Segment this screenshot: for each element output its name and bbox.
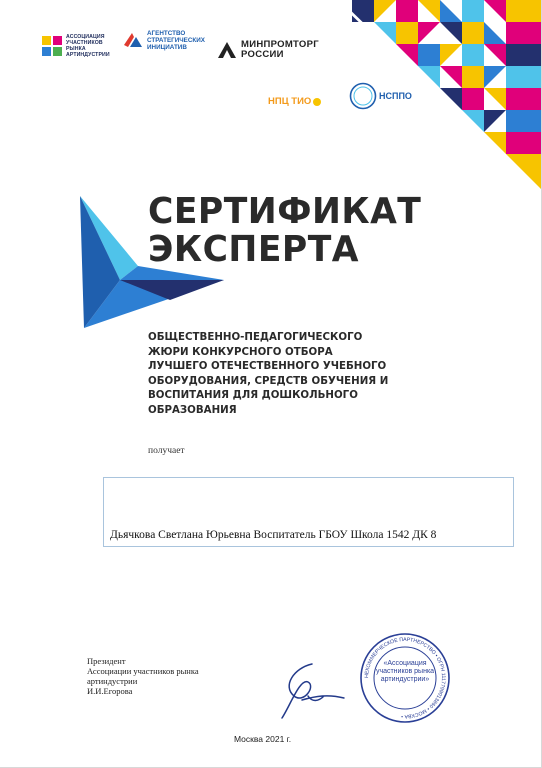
signatory-name: И.И.Егорова bbox=[87, 686, 133, 696]
minpromtorg-logo bbox=[218, 40, 319, 60]
nspo-logo-text: НСППО bbox=[379, 91, 412, 101]
association-logo-text: АССОЦИАЦИЯ УЧАСТНИКОВ РЫНКА АРТИНДУСТРИИ bbox=[66, 34, 110, 58]
signature-scribble bbox=[272, 656, 352, 726]
recipient-field[interactable] bbox=[103, 477, 514, 547]
signatory-position-line2: Ассоциации участников рынка bbox=[87, 666, 199, 676]
minpromtorg-logo-text: МИНПРОМТОРГ РОССИИ bbox=[241, 39, 319, 60]
ntc-tio-icon bbox=[312, 97, 322, 107]
signatory-block bbox=[87, 656, 199, 696]
certificate-title-line1: СЕРТИФИКАТ bbox=[148, 191, 422, 232]
signatory-position-line1: Президент bbox=[87, 656, 126, 666]
ntc-tio-logo bbox=[268, 96, 322, 107]
association-logo-mark bbox=[42, 36, 62, 56]
nspo-icon bbox=[349, 82, 377, 110]
nspo-logo bbox=[349, 82, 412, 110]
certificate-title-line2: ЭКСПЕРТА bbox=[148, 229, 360, 270]
certificate-title bbox=[148, 193, 421, 269]
recipient-name: Дьячкова Светлана Юрьевна Воспитатель ГБОУ Школа 1542 ДК 8 bbox=[110, 529, 437, 541]
receives-label: получает bbox=[148, 446, 185, 456]
stamp-ring-text: НЕКОММЕРЧЕСКОЕ ПАРТНЕРСТВО • ОГРН 1117799013860 • МОСКВА • bbox=[363, 636, 447, 720]
certificate-subtitle: ОБЩЕСТВЕННО-ПЕДАГОГИЧЕСКОГО ЖЮРИ КОНКУРСНОГО ОТБОРА ЛУЧШЕГО ОТЕЧЕСТВЕННОГО УЧЕБНОГО ОБОРУДОВАНИЯ, СРЕДСТВ ОБУЧЕНИЯ И ВОСПИТАНИЯ ДЛЯ ДОШКОЛЬНОГО ОБРАЗОВАНИЯ bbox=[148, 330, 389, 416]
ntc-tio-logo-text: НПЦ ТИО bbox=[268, 96, 312, 107]
association-logo bbox=[42, 34, 110, 58]
signatory-position-line3: артиндустрии bbox=[87, 676, 138, 686]
minpromtorg-icon bbox=[218, 42, 236, 58]
city-year: Москва 2021 г. bbox=[234, 734, 292, 744]
asi-logo bbox=[122, 30, 219, 51]
asi-icon bbox=[122, 31, 144, 51]
stamp-center-text: «Ассоциация участников рынка артиндустрии» bbox=[375, 660, 435, 683]
asi-logo-text: АГЕНТСТВО СТРАТЕГИЧЕСКИХ ИНИЦИАТИВ bbox=[147, 30, 205, 51]
